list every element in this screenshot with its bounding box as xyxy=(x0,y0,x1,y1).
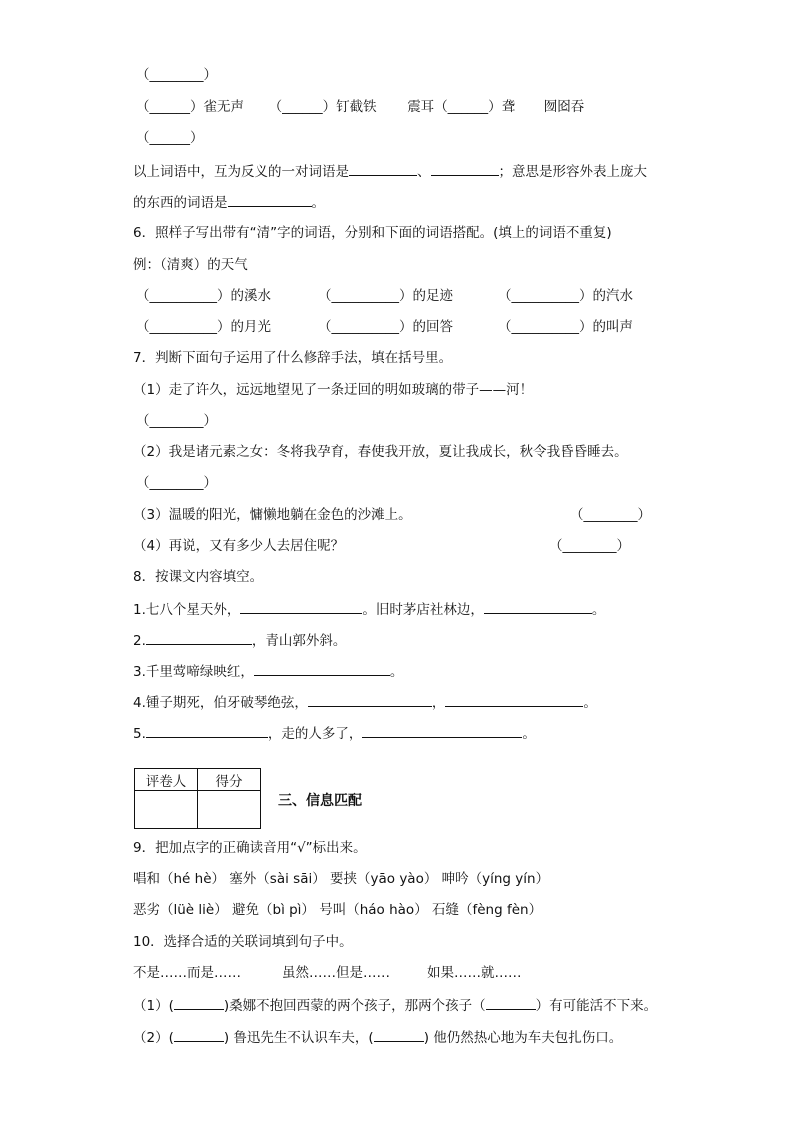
q5-sentence2-text: 的东西的词语是 xyxy=(133,195,228,211)
q10-sentence-2 xyxy=(133,1027,622,1047)
antonym-blank-2[interactable] xyxy=(431,161,499,176)
q8-text: ， xyxy=(431,695,446,711)
q10-option-3: 如果……就…… xyxy=(427,965,522,981)
q8-text: ，青山郭外斜。 xyxy=(251,633,347,649)
q7-paren-3[interactable]: （________） xyxy=(570,507,651,523)
q10-blank[interactable] xyxy=(374,1027,424,1042)
q6-word: 的月光 xyxy=(230,319,271,335)
idiom-c-text: 聋 xyxy=(501,99,516,115)
q7-paren-2[interactable]: （________） xyxy=(136,475,217,491)
q6-blank[interactable]: （__________） xyxy=(318,288,413,304)
q8-text: 。旧时茅店社林边， xyxy=(362,602,484,618)
poem-blank[interactable] xyxy=(146,630,252,645)
q8-text: 5. xyxy=(133,726,146,742)
grader-cell[interactable] xyxy=(135,791,198,829)
q8-item-1 xyxy=(133,599,605,619)
q5-sentence1 xyxy=(133,161,647,181)
q7-paren-1[interactable]: （________） xyxy=(136,413,217,429)
q8-item-3 xyxy=(133,661,403,681)
q5-paren-line1[interactable]: （________） xyxy=(136,67,217,83)
q6-word: 的回答 xyxy=(412,319,453,335)
q6-word: 的足迹 xyxy=(412,288,453,304)
idiom-c-blank[interactable]: （______） xyxy=(434,99,502,115)
q8-item-2 xyxy=(133,630,346,650)
q6-word: 的溪水 xyxy=(230,288,271,304)
q6-title: 6．照样子写出带有“清”字的词语，分别和下面的词语搭配。(填上的词语不重复) xyxy=(133,225,612,241)
score-header: 得分 xyxy=(198,769,261,791)
q9-row1[interactable]: 唱和（hé hè） 塞外（sài sāi） 要挟（yāo yào） 呻吟（yíng yín） xyxy=(133,871,550,887)
q10-sentence-1 xyxy=(133,995,657,1015)
q10-title: 10．选择合适的关联词填到句子中。 xyxy=(133,934,353,950)
poem-blank[interactable] xyxy=(254,661,390,676)
q8-text: ，走的人多了， xyxy=(267,726,363,742)
idiom-c-pre: 震耳 xyxy=(407,99,435,115)
q6-word: 的叫声 xyxy=(592,319,633,335)
poem-blank[interactable] xyxy=(146,723,268,738)
q9-row2[interactable]: 恶劣（lüè liè） 避免（bì pì） 号叫（háo hào） 石缝（fèng fèn） xyxy=(133,902,543,918)
q7-item-1: （1）走了许久，远远地望见了一条迂回的明如玻璃的带子——河！ xyxy=(133,382,534,398)
poem-blank[interactable] xyxy=(362,723,522,738)
q5-sentence1-text: 以上词语中，互为反义的一对词语是 xyxy=(133,164,349,180)
q5-sep: 、 xyxy=(417,164,431,180)
q7-item-3: （3）温暖的阳光，慵懒地躺在金色的沙滩上。 xyxy=(133,507,412,523)
q6-row2-col2 xyxy=(318,318,453,336)
score-table xyxy=(134,768,261,829)
q10-blank[interactable] xyxy=(174,1027,224,1042)
section-title: 三、信息匹配 xyxy=(278,793,362,809)
idiom-a-text: 雀无声 xyxy=(203,99,244,115)
q10-text: ) 鲁迅先生不认识车夫，( xyxy=(223,1030,374,1046)
q7-item-4: （4）再说，又有多少人去居住呢？ xyxy=(133,538,345,554)
q10-text: )桑娜不抱回西蒙的两个孩子，那两个孩子（ xyxy=(223,998,486,1014)
q6-row1-col1 xyxy=(136,287,271,305)
q8-text: 。 xyxy=(583,695,597,711)
q6-blank[interactable]: （__________） xyxy=(136,288,231,304)
q8-text: 2. xyxy=(133,633,146,649)
q6-word: 的汽水 xyxy=(592,288,633,304)
q8-item-4 xyxy=(133,692,597,712)
q8-title: 8．按课文内容填空。 xyxy=(133,569,264,585)
q6-row1-col2 xyxy=(318,287,453,305)
grader-header: 评卷人 xyxy=(135,769,198,791)
q6-blank[interactable]: （__________） xyxy=(136,319,231,335)
score-cell[interactable] xyxy=(198,791,261,829)
poem-blank[interactable] xyxy=(240,599,362,614)
antonym-blank-1[interactable] xyxy=(349,161,417,176)
q5-idiom-row xyxy=(136,98,584,116)
q6-blank[interactable]: （__________） xyxy=(318,319,413,335)
idiom-a-blank[interactable]: （______） xyxy=(136,99,204,115)
q5-sentence1-tail: ；意思是形容外表上庞大 xyxy=(498,164,647,180)
q8-item-5 xyxy=(133,723,536,743)
q6-row2-col3 xyxy=(498,318,633,336)
q10-text: （2）( xyxy=(133,1030,174,1046)
idiom-d-text: 囫囵吞 xyxy=(543,99,585,115)
q5-paren-line3[interactable]: （______） xyxy=(136,130,204,146)
q8-text: 3.千里莺啼绿映红， xyxy=(133,664,254,680)
q8-text: 4.锺子期死，伯牙破琴绝弦， xyxy=(133,695,308,711)
q10-text: （1）( xyxy=(133,998,174,1014)
q6-blank[interactable]: （__________） xyxy=(498,288,593,304)
poem-blank[interactable] xyxy=(308,692,432,707)
poem-blank[interactable] xyxy=(445,692,583,707)
q10-option-2: 虽然……但是…… xyxy=(282,965,390,981)
q7-paren-4[interactable]: （________） xyxy=(549,538,630,554)
q6-row2-col1 xyxy=(136,318,271,336)
q8-text: 。 xyxy=(389,664,404,680)
poem-blank[interactable] xyxy=(484,599,592,614)
huge-blank[interactable] xyxy=(228,192,312,207)
q7-item-2: （2）我是诸元素之女：冬将我孕育，春使我开放，夏让我成长，秋令我昏昏睡去。 xyxy=(133,444,628,460)
idiom-b-text: 钉截铁 xyxy=(336,99,377,115)
q10-blank[interactable] xyxy=(486,995,536,1010)
idiom-b-blank[interactable]: （______） xyxy=(268,99,337,115)
q10-blank[interactable] xyxy=(174,995,224,1010)
q7-title: 7．判断下面句子运用了什么修辞手法，填在括号里。 xyxy=(133,350,453,366)
q8-text: 。 xyxy=(591,602,606,618)
q6-example: 例：（清爽）的天气 xyxy=(133,257,248,273)
q8-text: 。 xyxy=(522,726,536,742)
q8-text: 1.七八个星天外， xyxy=(133,602,241,618)
q10-option-1: 不是……而是…… xyxy=(133,965,241,981)
q10-text: ) 他仍然热心地为车夫包扎伤口。 xyxy=(423,1030,623,1046)
q5-sentence2-end: 。 xyxy=(311,195,325,211)
q9-title: 9．把加点字的正确读音用“√”标出来。 xyxy=(133,840,367,856)
q6-row1-col3 xyxy=(498,287,633,305)
q10-text: ）有可能活不下来。 xyxy=(535,998,658,1014)
q6-blank[interactable]: （__________） xyxy=(498,319,593,335)
q5-sentence2 xyxy=(133,192,325,212)
